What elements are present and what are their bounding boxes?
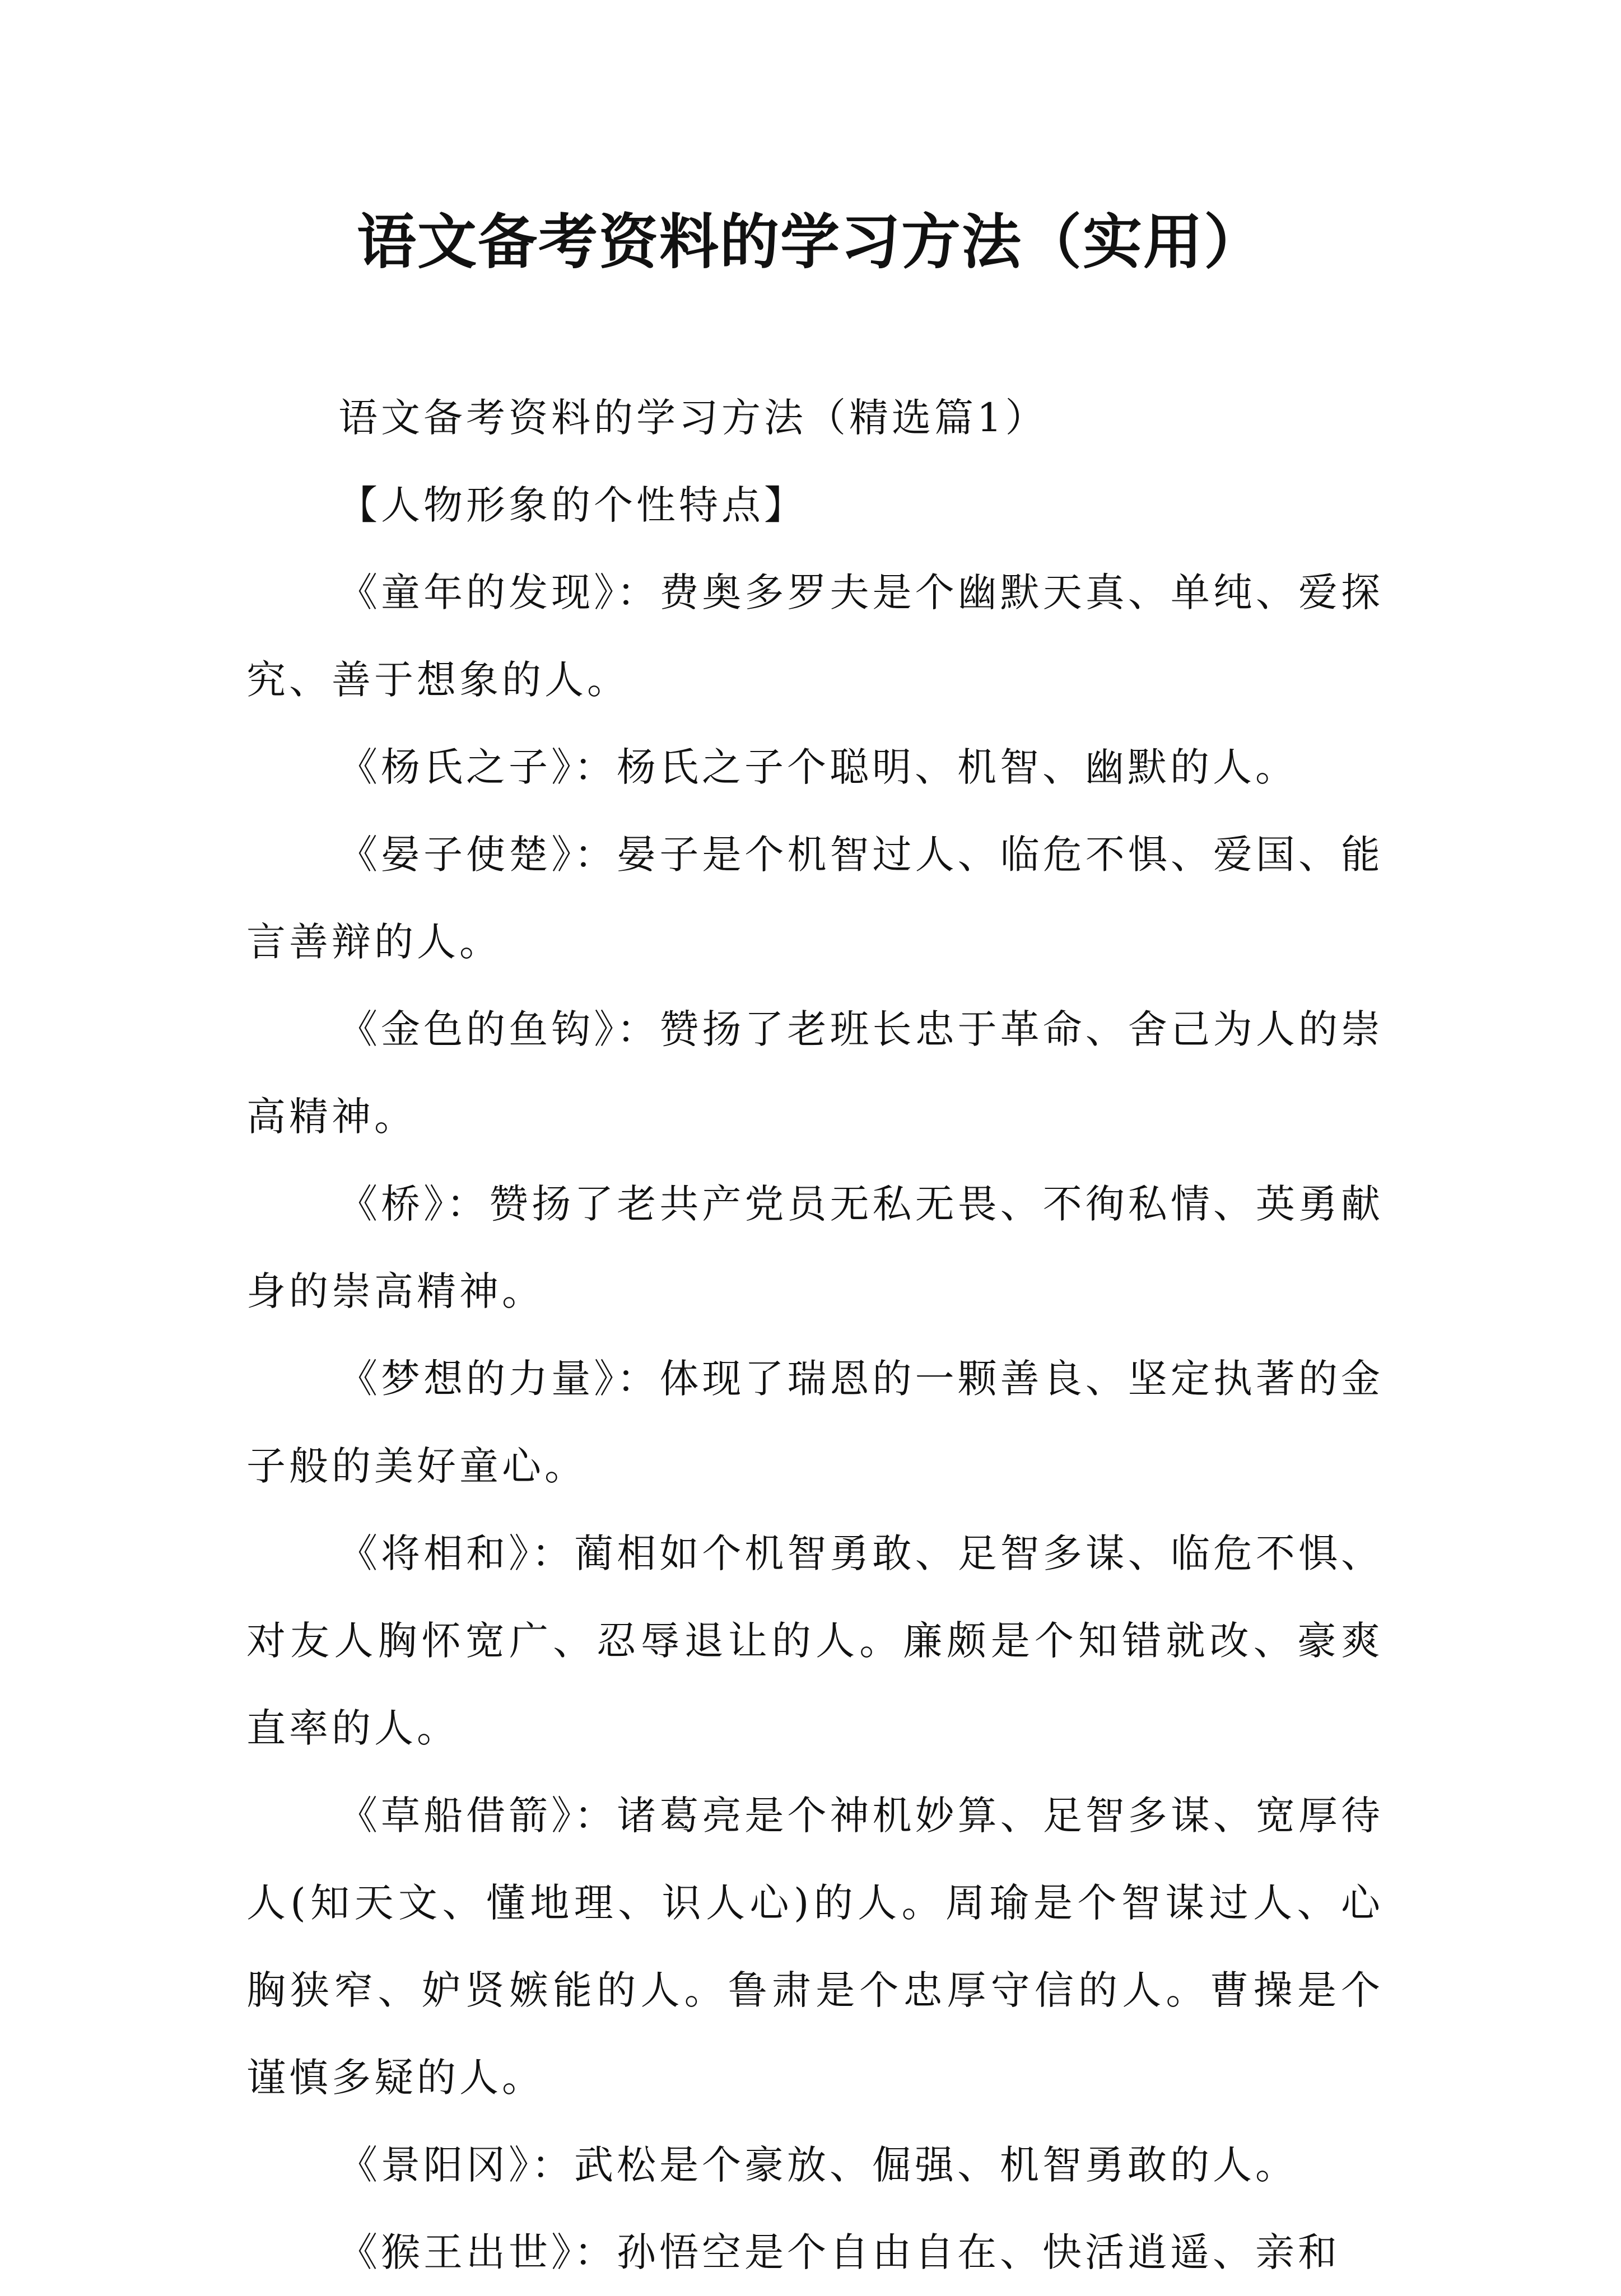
paragraph: 《草船借箭》：诸葛亮是个神机妙算、足智多谋、宽厚待人(知天文、懂地理、识人心)的人。周瑜是个智谋过人、心胸狭窄、妒贤嫉能的人。鲁肃是个忠厚守信的人。曹操是个谨慎多疑的人。 — [246, 1793, 1384, 2101]
paragraph: 《杨氏之子》：杨氏之子个聪明、机智、幽默的人。 — [338, 744, 1298, 790]
document-body — [246, 374, 1384, 2296]
topic-heading: 【人物形象的个性特点】 — [338, 482, 807, 528]
paragraph: 《梦想的力量》：体现了瑞恩的一颗善良、坚定执著的金子般的美好童心。 — [246, 1356, 1384, 1489]
paragraph: 《景阳冈》：武松是个豪放、倔强、机智勇敢的人。 — [338, 2142, 1298, 2188]
document-title: 语文备考资料的学习方法（实用） — [357, 207, 1264, 277]
paragraph: 《猴王出世》：孙悟空是个自由自在、快活逍遥、亲和 — [338, 2229, 1340, 2275]
paragraph: 《童年的发现》：费奥多罗夫是个幽默天真、单纯、爱探究、善于想象的人。 — [246, 570, 1384, 703]
paragraph: 《桥》：赞扬了老共产党员无私无畏、不徇私情、英勇献身的崇高精神。 — [246, 1181, 1384, 1314]
paragraph: 《将相和》：蔺相如个机智勇敢、足智多谋、临危不惧、对友人胸怀宽广、忍辱退让的人。廉颇是个知错就改、豪爽直率的人。 — [246, 1530, 1384, 1751]
paragraph: 《晏子使楚》：晏子是个机智过人、临危不惧、爱国、能言善辩的人。 — [246, 832, 1384, 965]
section-heading: 语文备考资料的学习方法（精选篇1） — [338, 395, 1048, 441]
paragraph: 《金色的鱼钩》：赞扬了老班长忠于革命、舍己为人的崇高精神。 — [246, 1006, 1384, 1140]
